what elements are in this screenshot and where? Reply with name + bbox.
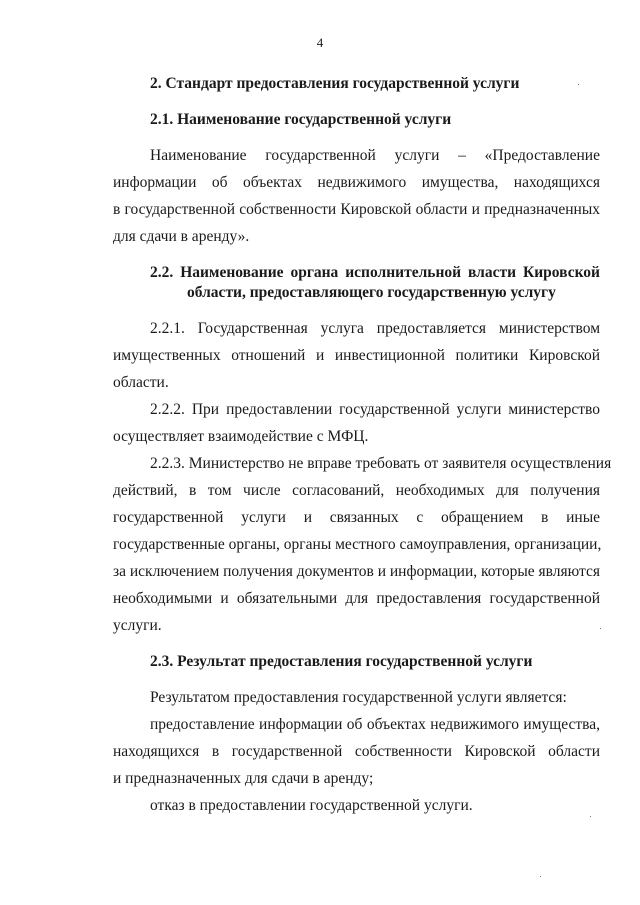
paragraph-line: находящихся в государственной собственности Кировской области	[113, 743, 600, 760]
paragraph-line: необходимыми и обязательными для предоставления государственной	[113, 590, 600, 607]
scan-speck	[578, 84, 579, 85]
scan-speck	[600, 628, 601, 629]
paragraph-line: предоставление информации об объектах недвижимого имущества,	[150, 716, 600, 733]
paragraph-line: области.	[113, 374, 169, 391]
subsection-2-3-heading: 2.3. Результат предоставления государственной услуги	[150, 653, 533, 670]
paragraph-line: за исключением получения документов и информации, которые являются	[113, 563, 600, 580]
paragraph-line: государственные органы, органы местного самоуправления, организации,	[113, 536, 602, 553]
paragraph-line: имущественных отношений и инвестиционной политики Кировской	[113, 347, 600, 364]
paragraph-line: и предназначенных для сдачи в аренду;	[113, 770, 374, 787]
paragraph-line: 2.2.3. Министерство не вправе требовать от заявителя осуществления	[150, 455, 612, 472]
paragraph-line: отказ в предоставлении государственной услуги.	[150, 797, 473, 814]
paragraph-line: в государственной собственности Кировской области и предназначенных	[113, 201, 600, 218]
paragraph-line: 2.2.1. Государственная услуга предоставляется министерством	[150, 320, 600, 337]
paragraph-line: осуществляет взаимодействие с МФЦ.	[113, 428, 369, 445]
scan-speck	[590, 816, 591, 817]
paragraph-line: Результатом предоставления государственной услуги является:	[150, 689, 567, 706]
scan-speck	[540, 876, 541, 877]
paragraph-line: услуги.	[113, 617, 162, 634]
subsection-2-2-heading-line2: области, предоставляющего государственную услугу	[187, 284, 556, 301]
section-heading: 2. Стандарт предоставления государственной услуги	[150, 75, 520, 92]
paragraph-line: 2.2.2. При предоставлении государственной услуги министерство	[150, 401, 600, 418]
paragraph-line: информации об объектах недвижимого имущества, находящихся	[113, 174, 600, 191]
paragraph-line: государственной услуги и связанных с обращением в иные	[113, 509, 600, 526]
subsection-2-2-heading-line1: 2.2. Наименование органа исполнительной власти Кировской	[150, 264, 600, 281]
subsection-2-1-heading: 2.1. Наименование государственной услуги	[150, 111, 452, 128]
paragraph-line: для сдачи в аренду».	[113, 228, 250, 245]
paragraph-line: действий, в том числе согласований, необходимых для получения	[113, 482, 600, 499]
paragraph-line: Наименование государственной услуги – «Предоставление	[150, 147, 600, 164]
page-number: 4	[316, 35, 324, 50]
